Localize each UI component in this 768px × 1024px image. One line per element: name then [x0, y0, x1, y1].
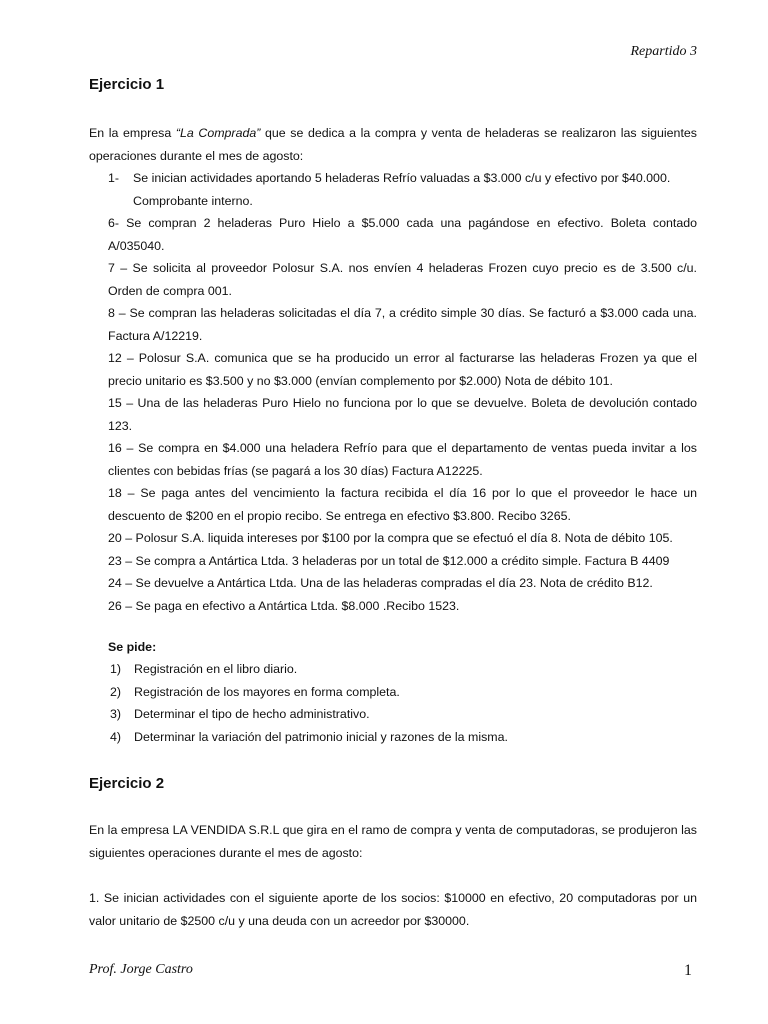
requirement-text: Registración de los mayores en forma completa. — [134, 684, 400, 699]
se-pide-heading: Se pide: — [108, 640, 157, 654]
operation-item-1-continuation: Comprobante interno. — [133, 193, 253, 208]
requirement-number: 1) — [110, 662, 122, 676]
requirement-text: Determinar el tipo de hecho administrativo. — [134, 707, 370, 721]
intro-text-pre: En la empresa — [89, 126, 176, 140]
requirements-list — [110, 658, 508, 748]
operation-item-1 — [108, 167, 697, 212]
requirement-item — [110, 703, 508, 726]
header-title: Repartido 3 — [630, 44, 697, 59]
operation-item: 23 – Se compra a Antártica Ltda. 3 heladeras por un total de $12.000 a crédito simple. Factura B 4409 — [108, 553, 670, 568]
operations-list — [108, 212, 697, 617]
page-number: 1 — [684, 962, 692, 979]
exercise-1-intro — [89, 122, 697, 167]
operation-item-1-text: Se inician actividades aportando 5 heladeras Refrío valuadas a $3.000 c/u y efectivo por $40.000. — [133, 171, 671, 185]
intro-text-post: que se dedica a la compra y venta de heladeras se realizaron las siguientes operaciones durante el mes de agosto: — [89, 126, 697, 163]
footer-author: Prof. Jorge Castro — [89, 962, 193, 977]
requirement-item — [110, 726, 508, 749]
operation-item: 7 – Se solicita al proveedor Polosur S.A. nos envíen 4 heladeras Frozen cuyo precio es de 3.500 c/u. Orden de compra 001. — [108, 261, 697, 298]
exercise-2-heading: Ejercicio 2 — [89, 775, 165, 792]
operation-item: 15 – Una de las heladeras Puro Hielo no funciona por lo que se devuelve. Boleta de devolución contado 123. — [108, 396, 697, 433]
requirement-item — [110, 681, 508, 704]
requirement-number: 4) — [110, 729, 122, 744]
requirement-text: Registración en el libro diario. — [134, 662, 298, 676]
operation-item: 18 – Se paga antes del vencimiento la factura recibida el día 16 por lo que el proveedor le hace un descuento de $200 en el propio recibo. Se entrega en efectivo $3.800. Recibo 3265. — [108, 486, 697, 523]
requirement-item — [110, 658, 508, 681]
requirement-text: Determinar la variación del patrimonio inicial y razones de la misma. — [134, 729, 508, 744]
exercise-1-heading: Ejercicio 1 — [89, 76, 165, 93]
operation-item: 12 – Polosur S.A. comunica que se ha producido un error al facturarse las heladeras Frozen ya que el precio unitario es $3.500 y no $3.000 (envían complemento por $2.000) Nota de débito 101. — [108, 351, 697, 388]
operation-item: 8 – Se compran las heladeras solicitadas el día 7, a crédito simple 30 días. Se facturó a $3.000 cada una. Factura A/12219. — [108, 306, 697, 343]
operation-item: 20 – Polosur S.A. liquida intereses por $100 por la compra que se efectuó el día 8. Nota de débito 105. — [108, 531, 673, 545]
requirement-number: 3) — [110, 707, 122, 721]
operation-item: 16 – Se compra en $4.000 una heladera Refrío para que el departamento de ventas pueda invitar a los clientes con bebidas frías (se pagará a los 30 días) Factura A12225. — [108, 441, 697, 478]
exercise-2-item-1: 1. Se inician actividades con el siguiente aporte de los socios: $10000 en efectivo, 20 computadoras por un valor unitario de $2500 c/u y una deuda con un acreedor por $30000. — [89, 891, 697, 928]
operation-item: 26 – Se paga en efectivo a Antártica Ltda. $8.000 .Recibo 1523. — [108, 598, 460, 613]
operation-item: 6- Se compran 2 heladeras Puro Hielo a $5.000 cada una pagándose en efectivo. Boleta contado A/035040. — [108, 216, 697, 253]
requirement-number: 2) — [110, 684, 122, 699]
operation-item: 24 – Se devuelve a Antártica Ltda. Una de las heladeras compradas el día 23. Nota de crédito B12. — [108, 576, 653, 590]
operation-item-1-number: 1- — [108, 171, 120, 185]
company-name: “La Comprada” — [175, 126, 261, 140]
exercise-2-intro: En la empresa LA VENDIDA S.R.L que gira en el ramo de compra y venta de computadoras, se produjeron las siguientes operaciones durante el mes de agosto: — [89, 823, 697, 860]
